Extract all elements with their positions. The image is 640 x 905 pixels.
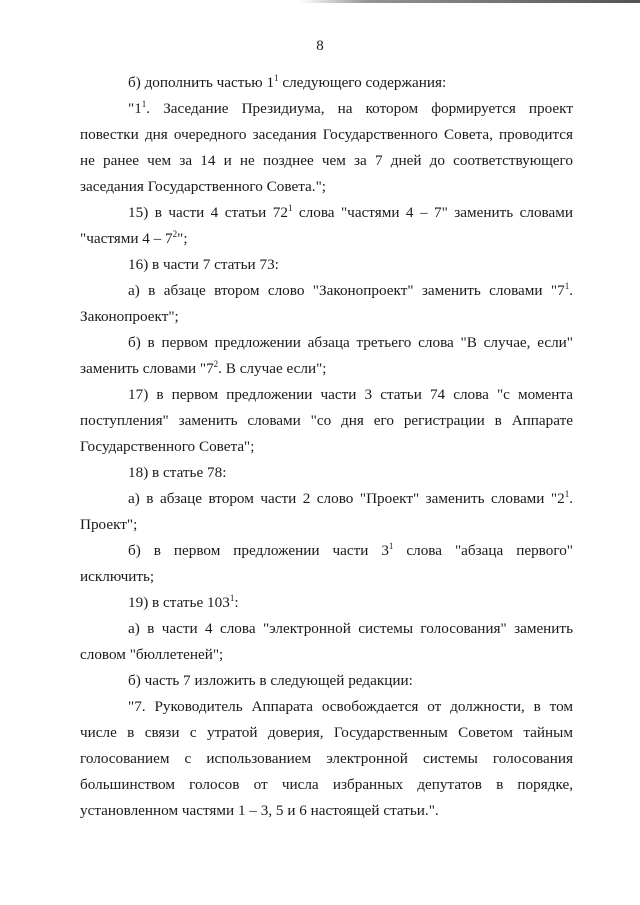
superscript: 1 [564, 489, 570, 499]
text-run: б) дополнить частью 1 [128, 74, 275, 91]
paragraph-5 [80, 278, 573, 330]
text-run: а) в части 4 слова "электронной системы голосования" заменить словом "бюллетеней"; [80, 620, 573, 663]
paragraph-14 [80, 694, 573, 824]
text-run: б) часть 7 изложить в следующей редакции: [128, 672, 413, 689]
text-run: 16) в части 7 статьи 73: [128, 256, 279, 273]
superscript: 2 [213, 359, 219, 369]
superscript: 1 [274, 73, 279, 83]
paragraph-4 [80, 252, 573, 278]
text-run: "7. Руководитель Аппарата освобождается от должности, в том числе в связи с утратой доверия, Государственным Советом тайным голосованием с использованием электронной системы голосования большинством голосов от числа избранных депутатов в порядке, установленном частями 1 – 3, 5 и 6 настоящей статьи.". [80, 698, 573, 819]
paragraph-3 [80, 200, 573, 252]
paragraph-6 [80, 330, 573, 382]
superscript: 1 [141, 99, 147, 109]
text-run: : [234, 594, 239, 611]
paragraph-1 [80, 70, 573, 96]
paragraph-12 [80, 616, 573, 668]
superscript: 2 [172, 229, 178, 239]
paragraph-2 [80, 96, 573, 200]
text-run: 19) в статье 103 [128, 594, 230, 611]
page-number: 8 [316, 38, 324, 54]
text-run: а) в абзаце втором части 2 слово "Проект" заменить словами "2 [128, 490, 565, 507]
paragraph-8 [80, 460, 573, 486]
text-run: "; [177, 230, 188, 247]
text-run: б) в первом предложении абзаца третьего слова "В случае, если" заменить словами "7 [80, 334, 573, 377]
text-run: . В случае если"; [218, 360, 327, 377]
superscript: 1 [287, 203, 293, 213]
superscript: 1 [229, 593, 235, 603]
text-run: 17) в первом предложении части 3 статьи 74 слова "с момента поступления" заменить словами "со дня его регистрации в Аппарате Государственного Совета"; [80, 386, 573, 455]
text-run: б) в первом предложении части 3 [128, 542, 389, 559]
text-run: слова "абзаца первого" исключить; [80, 542, 573, 585]
superscript: 1 [388, 541, 394, 551]
paragraph-7 [80, 382, 573, 460]
paragraph-9 [80, 486, 573, 538]
text-run: 15) в части 4 статьи 72 [128, 204, 288, 221]
text-run: . Законопроект"; [80, 282, 573, 325]
text-run: . Проект"; [80, 490, 573, 533]
text-run: а) в абзаце втором слово "Законопроект" заменить словами "7 [128, 282, 565, 299]
text-run: следующего содержания: [278, 74, 447, 91]
superscript: 1 [564, 281, 570, 291]
paragraph-11 [80, 590, 573, 616]
text-run: слова "частями 4 – 7" заменить словами "частями 4 – 7 [80, 204, 573, 247]
text-run: 18) в статье 78: [128, 464, 227, 481]
paragraph-13 [80, 668, 573, 694]
document-body [80, 70, 573, 824]
paragraph-10 [80, 538, 573, 590]
scan-artifact-line [300, 0, 640, 3]
text-run: . Заседание Президиума, на котором формируется проект повестки дня очередного заседания Государственного Совета, проводится не ранее чем за 14 и не позднее чем за 7 дней до соответствующего заседания Государственного Совета."; [80, 100, 573, 195]
text-run: "1 [128, 100, 142, 117]
